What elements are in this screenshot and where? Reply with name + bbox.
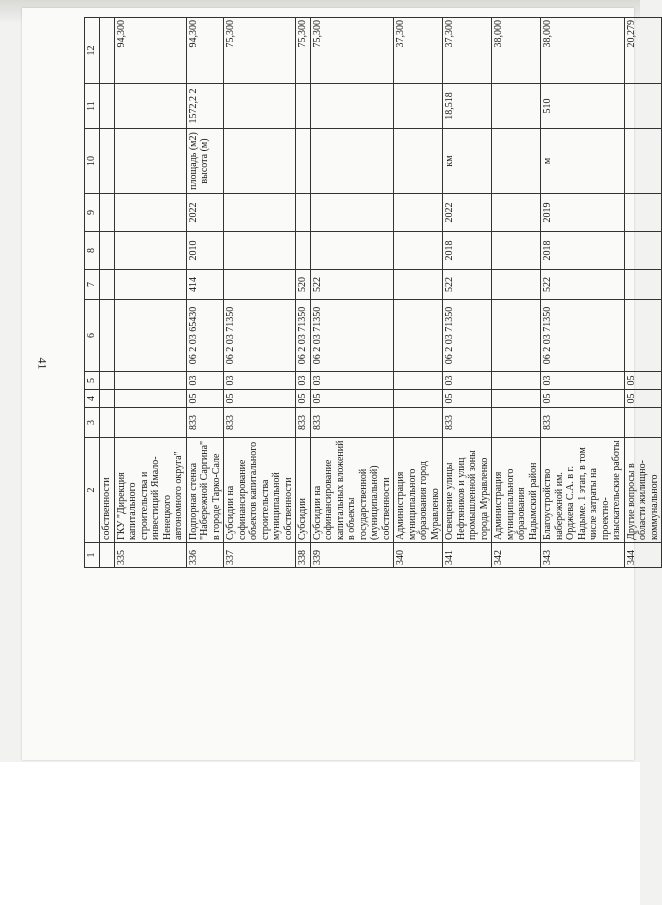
cell-col9 <box>624 194 662 232</box>
cell-col8 <box>492 232 541 270</box>
header-cell: 3 <box>85 408 100 438</box>
cell-col11 <box>296 84 311 129</box>
cell-col5: 05 <box>624 372 662 390</box>
cell-col3 <box>394 408 443 438</box>
cell-col12: 37,300 <box>394 18 443 84</box>
cell-col3: 833 <box>186 408 224 438</box>
cell-col6 <box>492 300 541 372</box>
rotated-table-container <box>84 18 660 568</box>
cell-col12: 38,000 <box>492 18 541 84</box>
cell-col7 <box>492 270 541 300</box>
table-row <box>224 18 296 568</box>
row-name: Благоустройство набережной им. Орджева С.А. в г. Надыме. 1 этап, в том числе затраты на проектно-изыскательские работы <box>541 438 625 543</box>
cell-col12: 75,300 <box>224 18 296 84</box>
cell-col12: 94,300 <box>186 18 224 84</box>
cell-col9 <box>492 194 541 232</box>
cell-col4 <box>114 390 186 408</box>
row-number: 339 <box>310 543 394 568</box>
cell-col12: 75,300 <box>296 18 311 84</box>
cell-col3 <box>114 408 186 438</box>
cell-col10 <box>394 129 443 194</box>
cell-col11 <box>394 84 443 129</box>
cell-col12: 37,300 <box>443 18 492 84</box>
cell-col4: 05 <box>296 390 311 408</box>
cell-col10 <box>310 129 394 194</box>
row-name: Администрация муниципального образования город Муравленко <box>394 438 443 543</box>
cell-col7: 522 <box>541 270 625 300</box>
cell-col10 <box>296 129 311 194</box>
cell-col6: 06 2 03 71350 <box>296 300 311 372</box>
cell-col3: 833 <box>443 408 492 438</box>
cell-col12: 75,300 <box>310 18 394 84</box>
row-name: собственности <box>100 438 115 543</box>
cell-col7: 522 <box>310 270 394 300</box>
cell-col9: 2019 <box>541 194 625 232</box>
cell-col9 <box>394 194 443 232</box>
cell-col3: 833 <box>310 408 394 438</box>
header-row <box>85 18 100 568</box>
cell-col9 <box>224 194 296 232</box>
cell-col3 <box>100 408 115 438</box>
row-number: 340 <box>394 543 443 568</box>
cell-col5: 03 <box>186 372 224 390</box>
cell-col8 <box>624 232 662 270</box>
cell-col3: 833 <box>296 408 311 438</box>
cell-col9: 2022 <box>443 194 492 232</box>
budget-table <box>84 17 662 568</box>
cell-col9 <box>100 194 115 232</box>
cell-col10 <box>492 129 541 194</box>
header-cell: 2 <box>85 438 100 543</box>
cell-col5 <box>492 372 541 390</box>
cell-col9 <box>114 194 186 232</box>
row-number: 341 <box>443 543 492 568</box>
header-cell: 8 <box>85 232 100 270</box>
cell-col4 <box>394 390 443 408</box>
row-name: Другие вопросы в области жилищно-коммунального <box>624 438 662 543</box>
cell-col4: 05 <box>443 390 492 408</box>
row-number <box>100 543 115 568</box>
cell-col10 <box>114 129 186 194</box>
cell-col11: 510 <box>541 84 625 129</box>
header-cell: 10 <box>85 129 100 194</box>
cell-col5 <box>394 372 443 390</box>
row-number: 344 <box>624 543 662 568</box>
cell-col7 <box>394 270 443 300</box>
cell-col11 <box>224 84 296 129</box>
cell-col7 <box>100 270 115 300</box>
cell-col7: 414 <box>186 270 224 300</box>
cell-col5: 03 <box>310 372 394 390</box>
row-number: 342 <box>492 543 541 568</box>
cell-col4: 05 <box>186 390 224 408</box>
cell-col4: 05 <box>224 390 296 408</box>
cell-col11: 1572,2 2 <box>186 84 224 129</box>
cell-col11 <box>624 84 662 129</box>
cell-col9 <box>310 194 394 232</box>
row-number: 343 <box>541 543 625 568</box>
cell-col6: 06 2 03 71350 <box>541 300 625 372</box>
cell-col5: 03 <box>296 372 311 390</box>
row-name: ГКУ "Дирекция капитального строительства и инвестиций Ямало-Ненецкого автономного округа" <box>114 438 186 543</box>
cell-col4 <box>100 390 115 408</box>
cell-col6: 06 2 03 71350 <box>443 300 492 372</box>
header-cell: 1 <box>85 543 100 568</box>
cell-col3 <box>624 408 662 438</box>
cell-col12 <box>100 18 115 84</box>
table-row <box>492 18 541 568</box>
cell-col3: 833 <box>224 408 296 438</box>
blank-area <box>0 762 640 905</box>
cell-col8: 2018 <box>443 232 492 270</box>
cell-col12: 20,279 <box>624 18 662 84</box>
table-row <box>541 18 625 568</box>
row-name: Подпорная стенка "Набережной Саргина" в городе Тарко-Сале <box>186 438 224 543</box>
table-row <box>394 18 443 568</box>
header-cell: 5 <box>85 372 100 390</box>
cell-col8: 2018 <box>541 232 625 270</box>
header-cell: 11 <box>85 84 100 129</box>
cell-col4: 05 <box>541 390 625 408</box>
cell-col8 <box>224 232 296 270</box>
header-cell: 12 <box>85 18 100 84</box>
cell-col7 <box>224 270 296 300</box>
row-name: Администрация муниципального образования Надымский район <box>492 438 541 543</box>
row-name: Освещение улицы Нефтяников и улиц промышленной зоны города Муравленко <box>443 438 492 543</box>
cell-col10 <box>100 129 115 194</box>
cell-col6 <box>394 300 443 372</box>
cell-col10: км <box>443 129 492 194</box>
table-row <box>296 18 311 568</box>
table-row <box>114 18 186 568</box>
header-cell: 6 <box>85 300 100 372</box>
row-name: Субсидии на софинансирование капитальных вложений в объекты государственной (муниципальной) собственности <box>310 438 394 543</box>
cell-col5: 03 <box>224 372 296 390</box>
header-cell: 4 <box>85 390 100 408</box>
row-name: Субсидии на софинансирование объектов капитального строительства муниципальной собственности <box>224 438 296 543</box>
cell-col6: 06 2 03 71350 <box>310 300 394 372</box>
cell-col3: 833 <box>541 408 625 438</box>
row-number: 335 <box>114 543 186 568</box>
cell-col5 <box>100 372 115 390</box>
cell-col8 <box>114 232 186 270</box>
table-row <box>186 18 224 568</box>
row-number: 336 <box>186 543 224 568</box>
cell-col11 <box>114 84 186 129</box>
row-number: 337 <box>224 543 296 568</box>
cell-col6: 06 2 03 65430 <box>186 300 224 372</box>
cell-col6 <box>624 300 662 372</box>
table-row <box>310 18 394 568</box>
cell-col5: 03 <box>443 372 492 390</box>
cell-col4 <box>492 390 541 408</box>
cell-col9 <box>296 194 311 232</box>
row-name: Субсидии <box>296 438 311 543</box>
cell-col7: 520 <box>296 270 311 300</box>
cell-col5 <box>114 372 186 390</box>
cell-col10: м <box>541 129 625 194</box>
cell-col5: 03 <box>541 372 625 390</box>
cell-col8 <box>394 232 443 270</box>
cell-col6: 06 2 03 71350 <box>224 300 296 372</box>
table-row <box>100 18 115 568</box>
cell-col10 <box>224 129 296 194</box>
cell-col8 <box>310 232 394 270</box>
cell-col4: 05 <box>310 390 394 408</box>
cell-col7 <box>624 270 662 300</box>
cell-col12: 94,300 <box>114 18 186 84</box>
cell-col8 <box>100 232 115 270</box>
cell-col8: 2010 <box>186 232 224 270</box>
cell-col8 <box>296 232 311 270</box>
cell-col11 <box>310 84 394 129</box>
cell-col12: 38,000 <box>541 18 625 84</box>
table-row <box>624 18 662 568</box>
cell-col10: площадь (м2) высота (м) <box>186 129 224 194</box>
cell-col4: 05 <box>624 390 662 408</box>
cell-col10 <box>624 129 662 194</box>
cell-col6 <box>100 300 115 372</box>
cell-col6 <box>114 300 186 372</box>
header-cell: 7 <box>85 270 100 300</box>
row-number: 338 <box>296 543 311 568</box>
cell-col3 <box>492 408 541 438</box>
cell-col9: 2022 <box>186 194 224 232</box>
cell-col7: 522 <box>443 270 492 300</box>
table-row <box>443 18 492 568</box>
cell-col7 <box>114 270 186 300</box>
page-number: 41 <box>35 357 50 370</box>
cell-col11 <box>492 84 541 129</box>
header-cell: 9 <box>85 194 100 232</box>
cell-col11: 18,518 <box>443 84 492 129</box>
cell-col11 <box>100 84 115 129</box>
